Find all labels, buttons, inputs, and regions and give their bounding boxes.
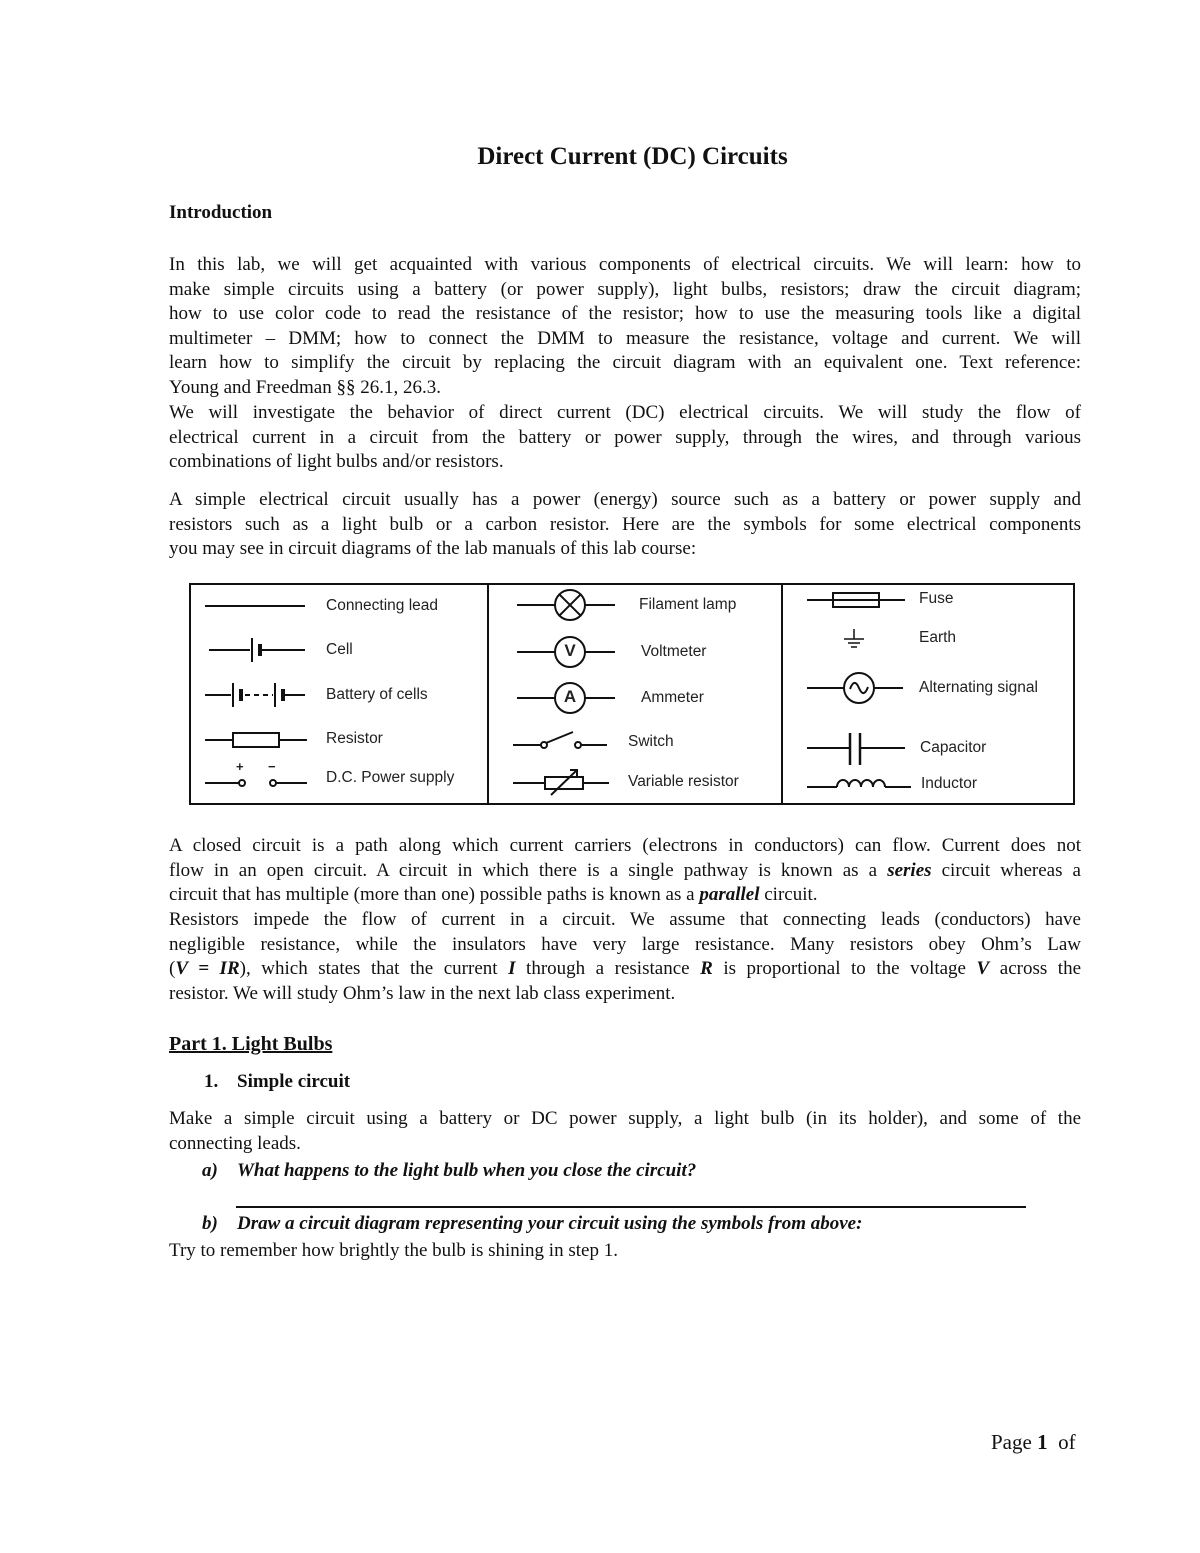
text-line: you may see in circuit diagrams of the lab manuals of this lab course: [169,538,697,560]
alternating-signal-label: Alternating signal [919,679,1038,696]
question-a [202,1160,696,1182]
text-line: combinations of light bulbs and/or resistors. [169,451,504,473]
fuse-label: Fuse [919,590,954,607]
text-line: A closed circuit is a path along which current carriers (electrons in conductors) can flow. Current does not [169,835,1081,856]
circuit-symbols-table [189,583,1075,805]
resistors-paragraph [169,908,1081,1006]
question-b [202,1213,862,1235]
text-line: We will investigate the behavior of direct current (DC) electrical circuits. We will study the flow of [169,402,1081,423]
text-line: A simple electrical circuit usually has a power (energy) source such as a battery or power supply and [169,489,1081,510]
voltmeter-letter: V [564,641,576,660]
closed-circuit-paragraph [169,834,1081,908]
parallel-term: parallel [699,884,760,906]
text-line: electrical current in a circuit from the battery or power supply, through the wires, and through various [169,426,1081,448]
voltage-symbol: V [976,958,990,980]
series-term: series [887,859,932,881]
page-title: Direct Current (DC) Circuits [477,143,788,170]
text-line: resistor. We will study Ohm’s law in the next lab class experiment. [169,982,676,1004]
text-line: resistors such as a light bulb or a carbon resistor. Here are the symbols for some electrical components [169,513,1081,535]
switch-label: Switch [628,733,674,750]
question-text: Draw a circuit diagram representing your circuit using the symbols from above: [237,1213,863,1234]
question-text: What happens to the light bulb when you close the circuit? [237,1160,697,1181]
capacitor-symbol [807,733,927,763]
simple-circuit-instructions [169,1107,1081,1156]
section-number: 1. [204,1071,219,1092]
dc-power-supply-symbol [205,765,325,795]
text-span: ), which states that the current [239,958,509,980]
answer-line[interactable] [236,1206,1026,1208]
text-span: circuit that has multiple (more than one) possible paths is known as a [169,884,700,906]
text-line: Try to remember how brightly the bulb is shining in step 1. [169,1240,618,1261]
filament-lamp-label: Filament lamp [639,596,737,613]
text-line: In this lab, we will get acquainted with various components of electrical circuits. We will learn: how to [169,254,1081,275]
text-span: circuit. [759,884,818,906]
question-marker: b) [202,1213,218,1234]
voltmeter-symbol [517,637,637,667]
dc-power-supply-label: D.C. Power supply [326,769,455,786]
text-line: Make a simple circuit using a battery or DC power supply, a light bulb (in its holder), and some of the [169,1108,1081,1129]
capacitor-label: Capacitor [920,739,987,756]
current-symbol: I [508,958,516,980]
ammeter-label: Ammeter [641,689,704,706]
text-span: circuit whereas a [931,859,1081,881]
text-span: flow in an open circuit. A circuit in which there is a single pathway is known as a [169,859,888,881]
text-span: across the [989,958,1082,980]
text-span: through a resistance [515,958,701,980]
earth-label: Earth [919,629,957,646]
connecting-lead-symbol [205,591,325,621]
resistor-symbol [205,725,325,755]
inductor-label: Inductor [921,775,978,792]
filament-lamp-symbol [517,590,637,620]
battery-of-cells-label: Battery of cells [326,686,428,703]
minus-sign: − [268,759,276,774]
switch-symbol [513,728,633,758]
ohms-law-equation: V = IR [175,958,240,980]
plus-sign: + [236,759,244,774]
page-footer [991,1430,1076,1455]
page-label: Page [991,1430,1032,1454]
section-title: Simple circuit [237,1071,351,1092]
inductor-symbol [807,767,927,797]
text-line [169,883,1081,908]
text-span: is proportional to the voltage [712,958,977,980]
text-line: connecting leads. [169,1132,301,1154]
simple-circuit-heading [204,1071,350,1093]
part-1-heading: Part 1. Light Bulbs [169,1033,333,1055]
intro-paragraph-1 [169,253,1081,401]
resistor-label: Resistor [326,730,383,747]
page-number: 1 [1037,1430,1048,1454]
remember-note [169,1239,1081,1264]
earth-symbol [807,625,927,655]
text-span: ( [169,958,176,980]
text-line: make simple circuits using a battery (or power supply), light bulbs, resistors; draw the circuit diagram; [169,278,1081,300]
battery-of-cells-symbol [205,680,325,710]
text-line: how to use color code to read the resistance of the resistor; how to use the measuring tools like a digital [169,303,1081,325]
introduction-heading: Introduction [169,202,273,223]
intro-paragraph-3 [169,488,1081,562]
symbols-column-2 [487,585,781,803]
cell-symbol [205,635,325,665]
intro-paragraph-2 [169,401,1081,475]
text-line: Resistors impede the flow of current in a circuit. We assume that connecting leads (conductors) have [169,909,1081,930]
question-marker: a) [202,1160,218,1181]
text-line: learn how to simplify the circuit by replacing the circuit diagram with an equivalent one. Text reference: [169,352,1081,374]
variable-resistor-label: Variable resistor [628,773,739,790]
symbols-column-3 [781,585,1073,803]
alternating-signal-symbol [807,673,927,703]
cell-label: Cell [326,641,353,658]
symbols-column-1 [191,585,487,803]
variable-resistor-symbol [513,767,633,797]
resistance-symbol: R [700,958,713,980]
fuse-symbol [807,585,927,615]
text-line [169,957,1081,982]
voltmeter-label: Voltmeter [641,643,707,660]
text-line: multimeter – DMM; how to connect the DMM to measure the resistance, voltage and current. We will [169,327,1081,349]
ammeter-letter: A [563,687,577,706]
of-label: of [1058,1430,1076,1454]
text-line [169,859,1081,884]
ammeter-symbol [517,683,637,713]
text-line: negligible resistance, while the insulators have very large resistance. Many resistors obey Ohm’s Law [169,933,1081,955]
connecting-lead-label: Connecting lead [326,597,439,614]
text-line: Young and Freedman §§ 26.1, 26.3. [169,376,441,398]
